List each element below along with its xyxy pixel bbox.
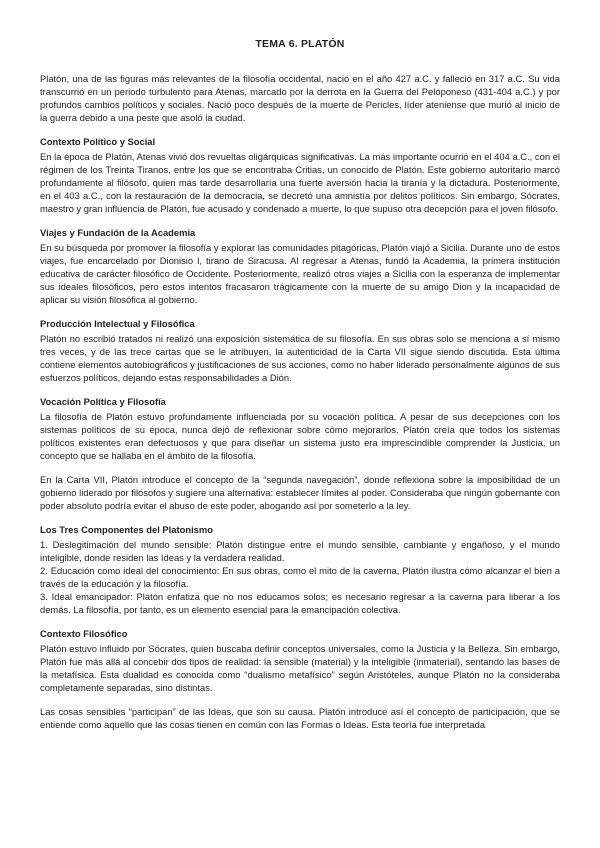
section-heading-viajes: Viajes y Fundación de la Academia [40, 227, 196, 238]
numbered-item: 3. Ideal emancipador: Platón enfatiza que no nos educamos solos; es necesario regresar a la caverna para liberar a los demás. La filosofía, por tanto, es un elemento esencial para la emancipación colectiva. [40, 591, 560, 615]
section-paragraph: Platón estuvo influido por Sócrates, quien buscaba definir conceptos universales, como la Justicia y la Belleza. Sin embargo, Platón fue más allá al concebir dos tipos de realidad: la sensible (material) y la inteligible (inmaterial), sentando las bases de la metafísica. Esta dualidad es conocida como “dualismo metafísico” según Aristóteles, aunque Platón no la consideraba completamente separadas, sino distintas. [40, 643, 560, 693]
section-paragraph: En su búsqueda por promover la filosofía y explorar las comunidades pitagóricas, Platón viajó a Sicilia. Durante uno de estos viajes, fue encarcelado por Dionisio I, tirano de Siracusa. Al regresar a Atenas, fundó la Academia, la primera institución educativa de carácter filosófico de Occidente. Posteriormente, realizó otros viajes a Sicilia con la esperanza de implementar sus ideales filosóficos, pero estos intentos fracasaron trágicamente con la muerte de su amigo Dion y la incapacidad de aplicar su visión filosófica al gobierno. [40, 242, 560, 305]
section-heading-tres-componentes: Los Tres Componentes del Platonismo [40, 524, 213, 535]
section-paragraph: En la época de Platón, Atenas vivió dos revueltas oligárquicas significativas. La más importante ocurrió en el 404 a.C., con el régimen de los Treinta Tiranos, entre los que se encontraba Critias, un conocido de Platón. Este gobierno autoritario marcó profundamente al filósofo, quien más tarde desarrollaría una fuerte aversión hacia la tiranía y la dictadura. Posteriormente, en el 403 a.C., con la restauración de la democracia, se decretó una amnistía por delitos políticos. Sin embargo, Sócrates, maestro y gran influencia de Platón, fue acusado y condenado a muerte, lo que supuso otra decepción para el joven filósofo. [40, 151, 560, 214]
section-contexto-filosofico [40, 627, 560, 731]
section-heading-contexto-filosofico: Contexto Filosófico [40, 628, 128, 639]
section-heading-contexto-politico: Contexto Político y Social [40, 136, 156, 147]
section-paragraph: Platón no escribió tratados ni realizó una exposición sistemática de su filosofía. En sus obras solo se menciona a sí mismo tres veces, y de las trece cartas que se le atribuyen, la autenticidad de la Carta VII sigue siendo discutida. Esta última contiene elementos autobiográficos y justificaciones de sus acciones, como no haber liderado personalmente algunos de sus esfuerzos políticos, dejando estas responsabilidades a Dión. [40, 333, 560, 383]
section-paragraph: En la Carta VII, Platón introduce el concepto de la “segunda navegación”, donde reflexiona sobre la imposibilidad de un gobierno liderado por filósofos y sugiere una alternativa: establecer límites al poder. Consideraba que ningún gobernante con poder absoluto podría evitar el abuso de este poder, abogando así por someterlo a la ley. [40, 474, 560, 511]
numbered-item: 1. Deslegitimación del mundo sensible: Platón distingue entre el mundo sensible, cambiante y engañoso, y el mundo inteligible, donde residen las Ideas y la verdadera realidad. [40, 539, 560, 563]
numbered-item: 2. Educación como ideal del conocimiento: En sus obras, como el mito de la caverna, Platón ilustra cómo alcanzar el bien a través de la educación y la filosofía. [40, 565, 560, 589]
intro-paragraph: Platón, una de las figuras más relevantes de la filosofía occidental, nació en el año 427 a.C. y falleció en 317 a.C. Su vida transcurrió en un periodo turbulento para Atenas, marcado por la derrota en la Guerra del Peloponeso (431-404 a.C.) y por profundos cambios políticos y sociales. Nació poco después de la muerte de Pericles, líder ateniense que murió al inicio de la guerra debido a una peste que asoló la ciudad. [40, 73, 560, 123]
section-vocacion-politica [40, 395, 560, 512]
section-paragraph: La filosofía de Platón estuvo profundamente influenciada por su vocación política. A pesar de sus decepciones con los sistemas políticos de su época, nunca dejó de reflexionar sobre cómo mejorarlos. Platón creía que todos los sistemas políticos existentes eran defectuosos y que para diseñar un sistema justo era imprescindible comprender la Justicia, un concepto que se hallaba en el ámbito de la filosofía. [40, 411, 560, 461]
document-title: TEMA 6. PLATÓN [255, 38, 345, 50]
section-contexto-politico-y-social [40, 135, 560, 215]
section-tres-componentes [40, 523, 560, 616]
section-heading-vocacion: Vocación Política y Filosofía [40, 396, 166, 407]
section-paragraph: Las cosas sensibles “participan” de las Ideas, que son su causa. Platón introduce así el concepto de participación, que se entiende como aquello que las cosas tienen en común con las Formas o Ideas. Esta teoría fue interpretada [40, 706, 560, 730]
section-produccion-intelectual [40, 317, 560, 384]
section-viajes-y-fundacion-academia [40, 226, 560, 306]
section-heading-produccion: Producción Intelectual y Filosófica [40, 318, 195, 329]
